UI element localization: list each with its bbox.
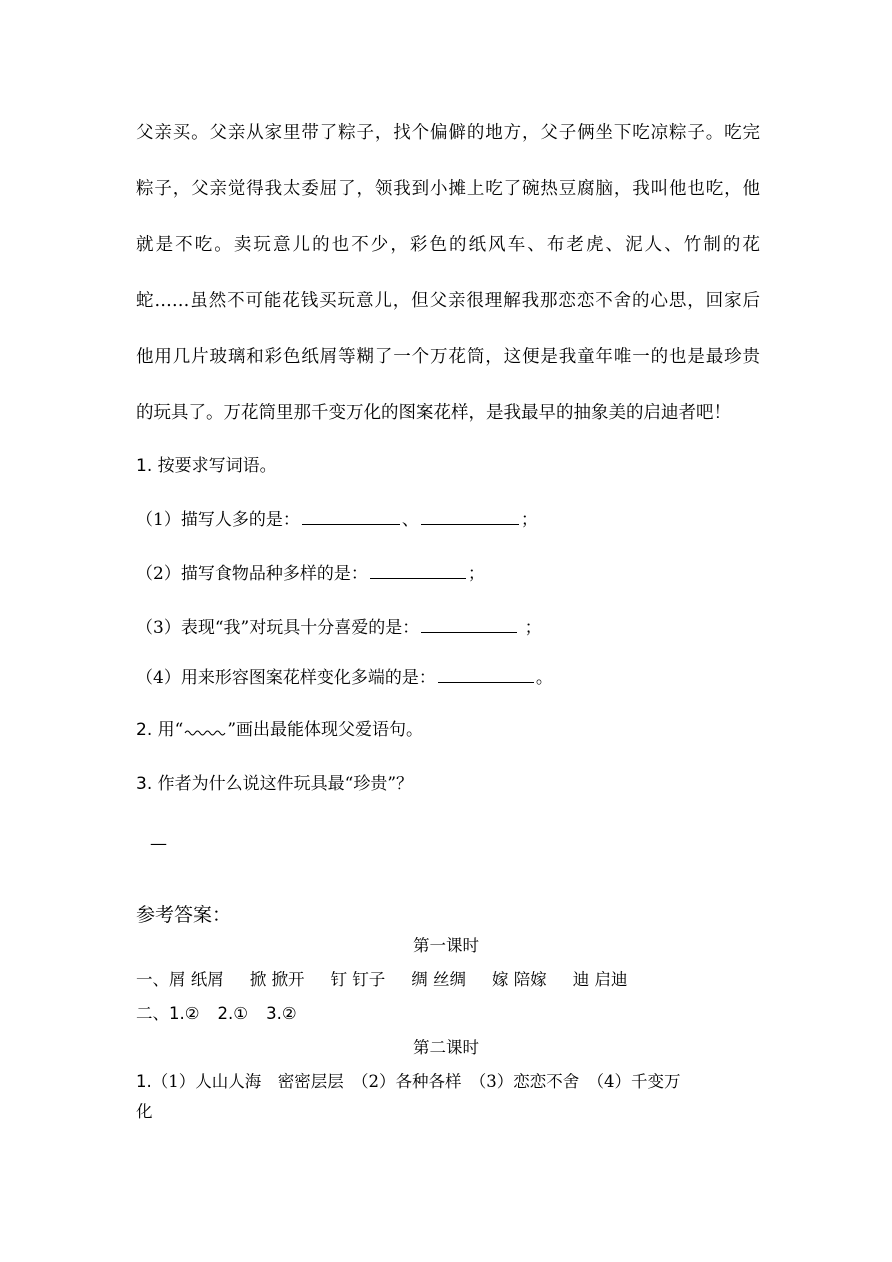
passage-line: 他用几片玻璃和彩色纸屑等糊了一个万花筒，这便是我童年唯一的也是最珍贵 bbox=[136, 347, 760, 367]
answers-heading: 参考答案： bbox=[136, 904, 232, 926]
answer-text: （1）人山人海 密密层层 （2）各种各样 （3）恋恋不舍 （4）千变万 bbox=[151, 1072, 681, 1091]
lesson-1-title: 第一课时 bbox=[413, 936, 479, 955]
answer-row-3 bbox=[136, 1068, 681, 1096]
question-prompt: （2）描写食物品种多样的是： bbox=[136, 564, 368, 584]
question-prompt: （4）用来形容图案花样变化多端的是： bbox=[136, 668, 436, 688]
passage-line: 蛇……虽然不可能花钱买玩意儿，但父亲很理解我那恋恋不舍的心思，回家后 bbox=[136, 291, 760, 311]
separator: 、 bbox=[401, 510, 419, 530]
punctuation: ； bbox=[524, 618, 542, 638]
row-number: 1. bbox=[136, 1072, 152, 1091]
row-label: 二、 bbox=[136, 1004, 169, 1023]
question-1 bbox=[136, 452, 277, 480]
question-1-4 bbox=[136, 664, 553, 692]
question-2 bbox=[136, 716, 423, 744]
passage-line: 父亲买。父亲从家里带了粽子，找个偏僻的地方，父子俩坐下吃凉粽子。吃完 bbox=[136, 123, 760, 143]
passage-line: 就是不吃。卖玩意儿的也不少，彩色的纸风车、布老虎、泥人、竹制的花 bbox=[136, 235, 760, 255]
row-label: 一、 bbox=[136, 970, 169, 989]
question-text-start: 用“ bbox=[157, 720, 184, 740]
question-1-2 bbox=[136, 560, 485, 588]
answer-item: 迪 启迪 bbox=[572, 970, 628, 989]
answer-item: 掀 掀开 bbox=[249, 970, 305, 989]
question-1-1 bbox=[136, 506, 538, 534]
answer-item: 3.② bbox=[266, 1004, 297, 1023]
answer-item: 嫁 陪嫁 bbox=[492, 970, 547, 989]
question-3 bbox=[136, 770, 413, 798]
question-text-end: ”画出最能体现父爱语句。 bbox=[227, 720, 424, 740]
punctuation: 。 bbox=[535, 668, 553, 688]
answer-item: 2.① bbox=[217, 1004, 249, 1023]
passage-line: 粽子，父亲觉得我太委屈了，领我到小摊上吃了碗热豆腐脑，我叫他也吃，他 bbox=[136, 179, 760, 199]
answer-item: 绸 丝绸 bbox=[411, 970, 466, 989]
question-prompt: （1）描写人多的是： bbox=[136, 510, 300, 530]
punctuation: ； bbox=[520, 510, 538, 530]
answer-blank[interactable] bbox=[370, 560, 466, 579]
answer-text: 化 bbox=[136, 1102, 153, 1121]
question-prompt: （3）表现“我”对玩具十分喜爱的是： bbox=[136, 618, 420, 638]
punctuation: ； bbox=[467, 564, 485, 584]
answer-row-3-cont bbox=[136, 1098, 153, 1126]
answer-item: 屑 纸屑 bbox=[169, 970, 224, 989]
answer-item: 钉 钉子 bbox=[330, 970, 386, 989]
answer-blank[interactable] bbox=[438, 664, 534, 683]
answer-item: 1.② bbox=[169, 1004, 200, 1023]
question-1-3 bbox=[136, 614, 542, 642]
passage-line: 的玩具了。万花筒里那千变万化的图案花样，是我最早的抽象美的启迪者吧！ bbox=[136, 403, 731, 423]
answer-blank[interactable] bbox=[421, 614, 517, 633]
question-text: 作者为什么说这件玩具最“珍贵”？ bbox=[157, 774, 414, 794]
question-text: 按要求写词语。 bbox=[157, 456, 277, 476]
answer-blank[interactable] bbox=[302, 506, 400, 525]
wavy-underline-icon bbox=[184, 725, 226, 737]
lesson-2-title: 第二课时 bbox=[413, 1038, 479, 1057]
question-number: 1. bbox=[136, 456, 153, 476]
question-number: 3. bbox=[136, 774, 153, 794]
question-number: 2. bbox=[136, 720, 153, 740]
answer-blank[interactable] bbox=[421, 506, 519, 525]
answer-row-1 bbox=[136, 966, 628, 994]
answer-row-2 bbox=[136, 1000, 297, 1028]
answer-dash: — bbox=[150, 834, 167, 854]
